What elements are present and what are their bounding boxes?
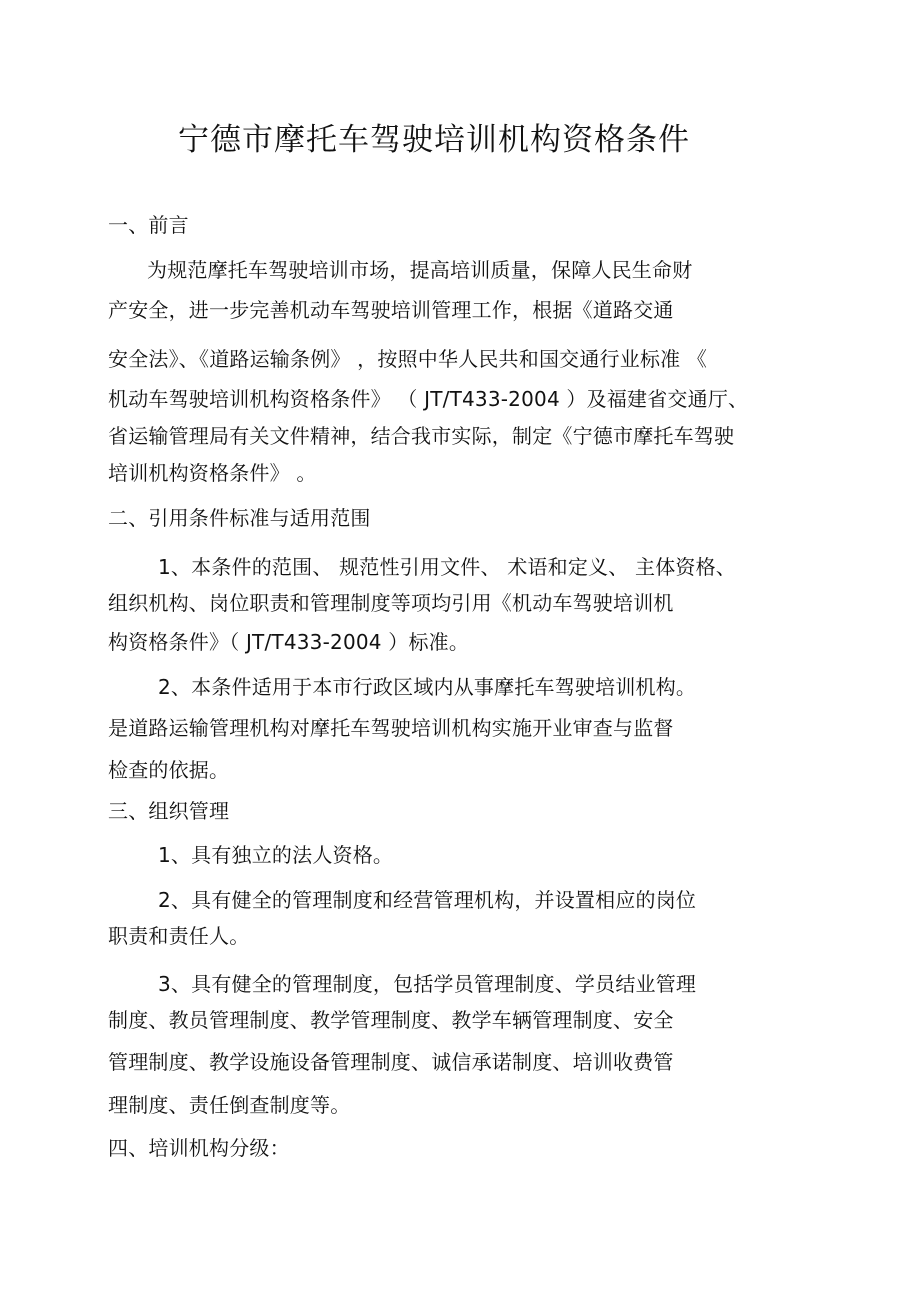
document-title: 宁德市摩托车驾驶培训机构资格条件 xyxy=(178,122,690,158)
paragraph-line: 检查的依据。 xyxy=(108,758,230,782)
paragraph-line: 构资格条件》（ JT/T433-2004 ）标准。 xyxy=(108,630,470,654)
paragraph-line: 培训机构资格条件》 。 xyxy=(108,461,317,485)
paragraph-line: 安全法》、《道路运输条例》 ，按照中华人民共和国交通行业标准 《 xyxy=(108,347,708,371)
paragraph-line: 为规范摩托车驾驶培训市场，提高培训质量，保障人民生命财 xyxy=(147,258,693,282)
section-heading-scope: 二、引用条件标准与适用范围 xyxy=(108,506,371,530)
paragraph-line: 职责和责任人。 xyxy=(108,924,250,948)
paragraph-line: 1、具有独立的法人资格。 xyxy=(158,843,394,867)
paragraph-line: 是道路运输管理机构对摩托车驾驶培训机构实施开业审查与监督 xyxy=(108,716,674,740)
paragraph-line: 产安全，进一步完善机动车驾驶培训管理工作，根据《道路交通 xyxy=(108,298,674,322)
paragraph-line: 2、本条件适用于本市行政区域内从事摩托车驾驶培训机构。 xyxy=(158,675,697,699)
paragraph-line: 组织机构、岗位职责和管理制度等项均引用《机动车驾驶培训机 xyxy=(108,591,674,615)
paragraph-line: 理制度、责任倒查制度等。 xyxy=(108,1093,351,1117)
paragraph-line: 机动车驾驶培训机构资格条件》 （ JT/T433-2004 ）及福建省交通厅、 xyxy=(108,387,749,411)
paragraph-line: 3、具有健全的管理制度，包括学员管理制度、学员结业管理 xyxy=(158,972,697,996)
paragraph-line: 制度、教员管理制度、教学管理制度、教学车辆管理制度、安全 xyxy=(108,1008,674,1032)
section-heading-preface: 一、前言 xyxy=(108,213,189,237)
section-heading-organization: 三、组织管理 xyxy=(108,799,230,823)
paragraph-line: 省运输管理局有关文件精神，结合我市实际，制定《宁德市摩托车驾驶 xyxy=(108,424,735,448)
paragraph-line: 1、本条件的范围、 规范性引用文件、 术语和定义、 主体资格、 xyxy=(158,555,736,579)
paragraph-line: 管理制度、教学设施设备管理制度、诚信承诺制度、培训收费管 xyxy=(108,1050,674,1074)
section-heading-grading: 四、培训机构分级： xyxy=(108,1136,290,1160)
paragraph-line: 2、具有健全的管理制度和经营管理机构，并设置相应的岗位 xyxy=(158,888,697,912)
